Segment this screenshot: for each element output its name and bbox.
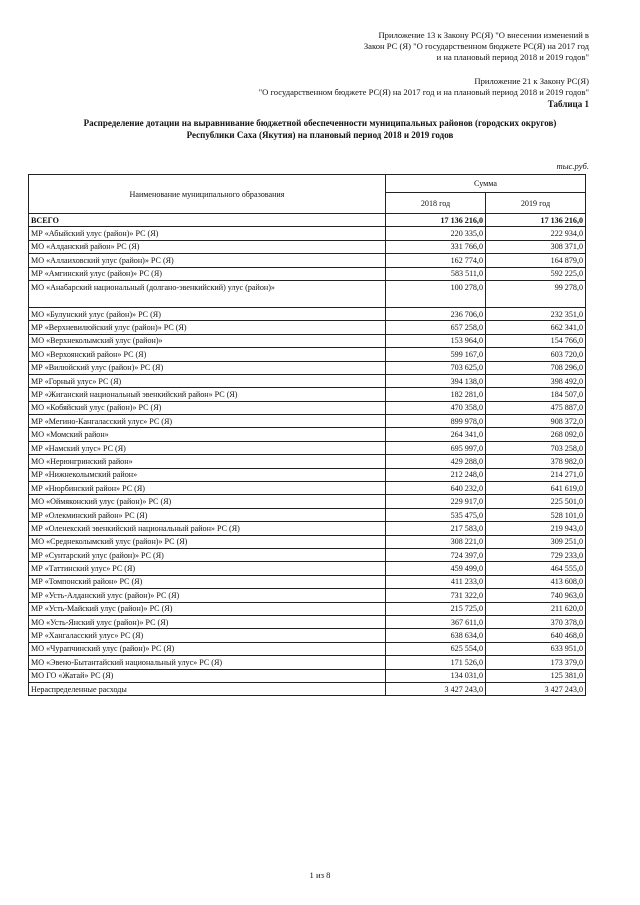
table-row <box>29 348 586 361</box>
cell-name: МО «Верхоянский район» РС (Я) <box>29 348 386 361</box>
cell-2019: 708 296,0 <box>486 361 586 374</box>
column-header-name: Наименование муниципального образования <box>29 175 386 214</box>
cell-2018: 100 278,0 <box>386 280 486 307</box>
table-row <box>29 227 586 240</box>
cell-2018: 308 221,0 <box>386 535 486 548</box>
law-header-line: Приложение 21 к Закону РС(Я) <box>474 76 589 86</box>
law-header-line: Приложение 13 к Закону РС(Я) "О внесении изменений в <box>378 30 589 40</box>
cell-2018: 229 917,0 <box>386 495 486 508</box>
document-title <box>40 117 600 141</box>
cell-2019: 309 251,0 <box>486 535 586 548</box>
cell-2019: 225 501,0 <box>486 495 586 508</box>
table-row <box>29 240 586 253</box>
table-row <box>29 535 586 548</box>
law-header-appendix-13 <box>364 30 589 63</box>
document-title-line: Распределение дотации на выравнивание бюджетной обеспеченности муниципальных районов (городских округов) <box>83 118 557 128</box>
table-row <box>29 682 586 695</box>
cell-2018: 411 233,0 <box>386 575 486 588</box>
cell-name: МР «Оленекский эвенкийский национальный район» РС (Я) <box>29 522 386 535</box>
cell-name: МО «Аллаиховский улус (район)» РС (Я) <box>29 254 386 267</box>
law-header-line: "О государственном бюджете РС(Я) на 2017 год и на плановый период 2018 и 2019 годов" <box>258 87 589 97</box>
cell-name: МР «Таттинский улус» РС (Я) <box>29 562 386 575</box>
cell-2019: 164 879,0 <box>486 254 586 267</box>
cell-name: МР «Верхневилюйский улус (район)» РС (Я) <box>29 321 386 334</box>
cell-2018: 657 258,0 <box>386 321 486 334</box>
cell-2018: 182 281,0 <box>386 388 486 401</box>
cell-2019: 464 555,0 <box>486 562 586 575</box>
table-row <box>29 280 586 307</box>
table-row <box>29 589 586 602</box>
cell-2019: 3 427 243,0 <box>486 682 586 695</box>
cell-name: МР «Вилюйский улус (район)» РС (Я) <box>29 361 386 374</box>
cell-name: МР «Томпонский район» РС (Я) <box>29 575 386 588</box>
cell-2019: 308 371,0 <box>486 240 586 253</box>
cell-2018: 217 583,0 <box>386 522 486 535</box>
cell-2019: 214 271,0 <box>486 468 586 481</box>
cell-2018: 583 511,0 <box>386 267 486 280</box>
cell-name: МО «Момский район» <box>29 428 386 441</box>
cell-2019: 125 381,0 <box>486 669 586 682</box>
cell-2019: 232 351,0 <box>486 307 586 320</box>
subsidy-distribution-table <box>28 174 586 696</box>
cell-name: МР «Нюрбинский район» РС (Я) <box>29 482 386 495</box>
cell-2018: 264 341,0 <box>386 428 486 441</box>
table-row <box>29 669 586 682</box>
cell-2019: 268 092,0 <box>486 428 586 441</box>
cell-name: МО «Булунский улус (район)» РС (Я) <box>29 307 386 320</box>
cell-name: МР «Намский улус» РС (Я) <box>29 441 386 454</box>
column-header-2019: 2019 год <box>486 193 586 214</box>
table-row <box>29 361 586 374</box>
table-row <box>29 615 586 628</box>
cell-2018: 394 138,0 <box>386 374 486 387</box>
cell-name: ВСЕГО <box>29 214 386 227</box>
cell-2018: 470 358,0 <box>386 401 486 414</box>
cell-2018: 599 167,0 <box>386 348 486 361</box>
table-row <box>29 388 586 401</box>
cell-name: МО «Алданский район» РС (Я) <box>29 240 386 253</box>
cell-2019: 703 258,0 <box>486 441 586 454</box>
cell-2019: 17 136 216,0 <box>486 214 586 227</box>
cell-2018: 724 397,0 <box>386 548 486 561</box>
cell-2018: 17 136 216,0 <box>386 214 486 227</box>
cell-2018: 429 288,0 <box>386 455 486 468</box>
table-row <box>29 482 586 495</box>
table-row <box>29 267 586 280</box>
cell-2019: 603 720,0 <box>486 348 586 361</box>
cell-2019: 370 378,0 <box>486 615 586 628</box>
table-row <box>29 428 586 441</box>
cell-name: МР «Жиганский национальный эвенкийский район» РС (Я) <box>29 388 386 401</box>
cell-2018: 220 335,0 <box>386 227 486 240</box>
table-row <box>29 441 586 454</box>
cell-name: МО «Эвено-Бытантайский национальный улус» РС (Я) <box>29 656 386 669</box>
table-row <box>29 455 586 468</box>
cell-2019: 99 278,0 <box>486 280 586 307</box>
cell-2019: 413 608,0 <box>486 575 586 588</box>
cell-2018: 625 554,0 <box>386 642 486 655</box>
cell-2019: 633 951,0 <box>486 642 586 655</box>
document-title-line: Республики Саха (Якутия) на плановый период 2018 и 2019 годов <box>186 130 454 140</box>
cell-2018: 640 232,0 <box>386 482 486 495</box>
cell-2018: 899 978,0 <box>386 415 486 428</box>
table-row <box>29 575 586 588</box>
cell-2018: 134 031,0 <box>386 669 486 682</box>
cell-name: МО «Среднеколымский улус (район)» РС (Я) <box>29 535 386 548</box>
table-row <box>29 642 586 655</box>
table-row <box>29 468 586 481</box>
cell-2018: 162 774,0 <box>386 254 486 267</box>
page-number: 1 из 8 <box>309 870 331 880</box>
cell-2019: 398 492,0 <box>486 374 586 387</box>
cell-name: МР «Олекминский район» РС (Я) <box>29 508 386 521</box>
cell-2019: 908 372,0 <box>486 415 586 428</box>
table-row <box>29 562 586 575</box>
cell-2019: 592 225,0 <box>486 267 586 280</box>
table-row <box>29 522 586 535</box>
table-row <box>29 602 586 615</box>
cell-name: МО «Оймяконский улус (район)» РС (Я) <box>29 495 386 508</box>
table-row <box>29 307 586 320</box>
cell-2019: 640 468,0 <box>486 629 586 642</box>
cell-2019: 184 507,0 <box>486 388 586 401</box>
cell-name: МО «Усть-Янский улус (район)» РС (Я) <box>29 615 386 628</box>
cell-name: Нераспределенные расходы <box>29 682 386 695</box>
cell-name: МО «Чурапчинский улус (район)» РС (Я) <box>29 642 386 655</box>
table-row <box>29 254 586 267</box>
table-row <box>29 401 586 414</box>
table-row <box>29 508 586 521</box>
cell-2018: 236 706,0 <box>386 307 486 320</box>
column-header-sum: Сумма <box>386 175 586 193</box>
cell-name: МР «Усть-Алданский улус (район)» РС (Я) <box>29 589 386 602</box>
cell-2019: 641 619,0 <box>486 482 586 495</box>
law-header-appendix-21 <box>259 76 589 98</box>
cell-name: МР «Усть-Майский улус (район)» РС (Я) <box>29 602 386 615</box>
table-row <box>29 321 586 334</box>
table-row <box>29 495 586 508</box>
cell-name: МР «Хангаласский улус» РС (Я) <box>29 629 386 642</box>
cell-2019: 222 934,0 <box>486 227 586 240</box>
cell-2018: 459 499,0 <box>386 562 486 575</box>
law-header-line: Закон РС (Я) "О государственном бюджете РС(Я) на 2017 год <box>363 41 589 51</box>
cell-2019: 528 101,0 <box>486 508 586 521</box>
cell-2019: 662 341,0 <box>486 321 586 334</box>
table-row-total <box>29 214 586 227</box>
table-row <box>29 629 586 642</box>
table-row <box>29 415 586 428</box>
table-row <box>29 374 586 387</box>
cell-2019: 211 620,0 <box>486 602 586 615</box>
unit-label: тыс.руб. <box>556 161 589 171</box>
cell-2019: 378 982,0 <box>486 455 586 468</box>
table-row <box>29 656 586 669</box>
cell-2018: 215 725,0 <box>386 602 486 615</box>
table-label: Таблица 1 <box>547 99 589 109</box>
cell-2018: 212 248,0 <box>386 468 486 481</box>
cell-name: МР «Абыйский улус (район)» РС (Я) <box>29 227 386 240</box>
cell-2019: 740 963,0 <box>486 589 586 602</box>
cell-2018: 703 625,0 <box>386 361 486 374</box>
cell-name: МР «Сунтарский улус (район)» РС (Я) <box>29 548 386 561</box>
cell-2019: 219 943,0 <box>486 522 586 535</box>
cell-2018: 153 964,0 <box>386 334 486 347</box>
cell-name: МР «Мегино-Кангаласский улус» РС (Я) <box>29 415 386 428</box>
cell-name: МР «Горный улус» РС (Я) <box>29 374 386 387</box>
cell-name: МР «Нижнеколымский район» <box>29 468 386 481</box>
cell-name: МО «Верхнеколымский улус (район)» <box>29 334 386 347</box>
cell-name: МО «Кобяйский улус (район)» РС (Я) <box>29 401 386 414</box>
cell-2018: 535 475,0 <box>386 508 486 521</box>
cell-2019: 729 233,0 <box>486 548 586 561</box>
cell-name: МО ГО «Жатай» РС (Я) <box>29 669 386 682</box>
cell-2018: 331 766,0 <box>386 240 486 253</box>
cell-name: МО «Анабарский национальный (долгано-эвенкийский) улус (район)» <box>29 280 386 307</box>
cell-2018: 367 611,0 <box>386 615 486 628</box>
cell-2019: 475 887,0 <box>486 401 586 414</box>
law-header-line: и на плановый период 2018 и 2019 годов" <box>436 52 589 62</box>
cell-2018: 638 634,0 <box>386 629 486 642</box>
cell-2018: 695 997,0 <box>386 441 486 454</box>
column-header-2018: 2018 год <box>386 193 486 214</box>
table-row <box>29 548 586 561</box>
cell-name: МР «Амгинский улус (район)» РС (Я) <box>29 267 386 280</box>
table-row <box>29 334 586 347</box>
cell-2018: 171 526,0 <box>386 656 486 669</box>
cell-2019: 154 766,0 <box>486 334 586 347</box>
cell-2019: 173 379,0 <box>486 656 586 669</box>
cell-2018: 731 322,0 <box>386 589 486 602</box>
cell-name: МО «Нерюнгринский район» <box>29 455 386 468</box>
cell-2018: 3 427 243,0 <box>386 682 486 695</box>
